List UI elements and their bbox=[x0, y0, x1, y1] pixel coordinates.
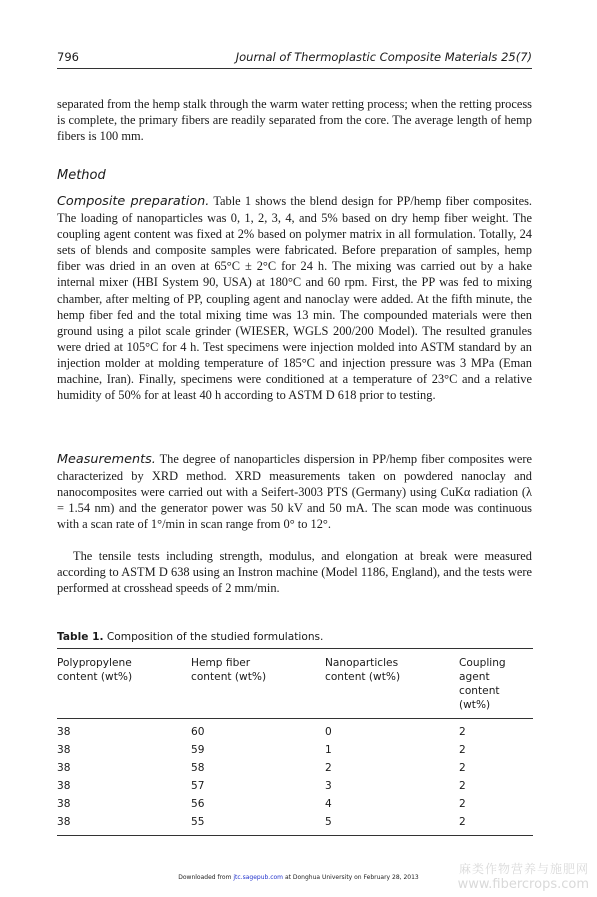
table-cell: 3 bbox=[325, 780, 332, 792]
table-cell: 56 bbox=[191, 798, 205, 810]
table-cell: 58 bbox=[191, 762, 205, 774]
table-cell: 60 bbox=[191, 726, 205, 738]
header-rule bbox=[57, 68, 532, 69]
column-header-nanoparticles: Nanoparticles content (wt%) bbox=[325, 657, 401, 683]
table-cell: 38 bbox=[57, 780, 71, 792]
table-cell: 0 bbox=[325, 726, 332, 738]
table-row bbox=[57, 759, 533, 777]
table-cell: 2 bbox=[459, 726, 466, 738]
column-header-coupling-agent: Coupling agent content (wt%) bbox=[459, 657, 506, 711]
table-cell: 5 bbox=[325, 816, 332, 828]
watermark-site-name: 麻类作物营养与施肥网 bbox=[458, 862, 589, 876]
table-cell: 4 bbox=[325, 798, 332, 810]
table-cell: 59 bbox=[191, 744, 205, 756]
table-cell: 2 bbox=[459, 744, 466, 756]
page-number: 796 bbox=[57, 50, 79, 64]
column-header-hemp-fiber: Hemp fiber content (wt%) bbox=[191, 657, 267, 683]
journal-site-link[interactable]: jtc.sagepub.com bbox=[233, 874, 284, 881]
table-caption bbox=[57, 631, 323, 643]
watermark bbox=[458, 862, 589, 892]
measurements-text: The degree of nanoparticles dispersion in PP/hemp fiber composites were characterized by XRD method. XRD measurements taken on powdered nanoclay and nanocomposites were carried out with a Seifert-3003 PTS (Germany) using CuKα radiation (λ = 1.54 nm) and the generator power was 50 kV and 50 mA. The scan mode was continuous with a scan rate of 1°/min in scan range from 0° to 12°. bbox=[57, 452, 533, 532]
table-cell: 1 bbox=[325, 744, 332, 756]
table-row bbox=[57, 777, 533, 795]
table-cell: 2 bbox=[325, 762, 332, 774]
download-footer: Downloaded from jtc.sagepub.com at Donghua University on February 28, 2013 bbox=[178, 874, 419, 881]
table-cell: 2 bbox=[459, 798, 466, 810]
watermark-url: www.fibercrops.com bbox=[457, 877, 589, 892]
measurements-paragraph bbox=[57, 451, 532, 532]
table-row bbox=[57, 795, 533, 813]
table-cell: 38 bbox=[57, 726, 71, 738]
intro-paragraph: separated from the hemp stalk through the warm water retting process; when the retting process is complete, the primary fibers are readily separated from the core. The average length of hemp fibers is 100 mm. bbox=[57, 97, 532, 144]
composite-preparation-paragraph bbox=[57, 193, 532, 403]
table-row bbox=[57, 741, 533, 759]
tensile-paragraph: The tensile tests including strength, modulus, and elongation at break were measured according to ASTM D 638 using an Instron machine (Model 1186, England), and the tests were performed at crosshead speeds of 2 mm/min. bbox=[57, 549, 532, 596]
table-cell: 38 bbox=[57, 744, 71, 756]
table-cell: 2 bbox=[459, 816, 466, 828]
table-caption-text: Composition of the studied formulations. bbox=[106, 631, 324, 643]
composite-preparation-heading: Composite preparation. bbox=[57, 194, 210, 209]
table-row bbox=[57, 719, 533, 741]
table-cell: 38 bbox=[57, 762, 71, 774]
running-header bbox=[57, 50, 532, 68]
table-header-row bbox=[57, 649, 533, 718]
table-cell: 55 bbox=[191, 816, 205, 828]
formulation-table bbox=[57, 648, 533, 836]
table-cell: 2 bbox=[459, 780, 466, 792]
journal-title: Journal of Thermoplastic Composite Materials 25(7) bbox=[235, 50, 532, 64]
table-cell: 57 bbox=[191, 780, 205, 792]
table-cell: 2 bbox=[459, 762, 466, 774]
composite-preparation-text: Table 1 shows the blend design for PP/hemp fiber composites. The loading of nanoparticles was 0, 1, 2, 3, 4, and 5% based on dry hemp fiber weight. The coupling agent content was fixed at 2% based on polymer matrix in all formulation. Totally, 24 sets of blends and composite samples were fabricated. Before preparation of samples, hemp fiber was dried in an oven at 65°C ± 2°C for 24 h. The mixing was carried out by a hake internal mixer (HBI System 90, USA) at 180°C and 60 rpm. First, the PP was fed to mixing chamber, after melting of PP, coupling agent and nanoclay were added. At the fifth minute, the hemp fiber fed and the total mixing time was 13 min. The compounded materials were then ground using a pilot scale grinder (WIESER, WGLS 200/200 Model). The resulted granules were dried at 105°C for 4 h. Test specimens were injection molded into ASTM standard by an injection molder at molding temperature of 185°C and injection pressure was 3 MPa (Eman machine, Iran). Finally, specimens were conditioned at a temperature of 23°C and a relative humidity of 50% for at least 40 h according to ASTM D 618 prior to testing. bbox=[57, 194, 532, 403]
table-row bbox=[57, 813, 533, 835]
measurements-heading: Measurements. bbox=[57, 452, 156, 467]
column-header-polypropylene: Polypropylene content (wt%) bbox=[57, 657, 133, 683]
table-cell: 38 bbox=[57, 798, 71, 810]
table-label: Table 1. bbox=[57, 631, 104, 643]
table-cell: 38 bbox=[57, 816, 71, 828]
table-bottom-rule bbox=[57, 835, 533, 836]
method-heading: Method bbox=[57, 168, 106, 183]
